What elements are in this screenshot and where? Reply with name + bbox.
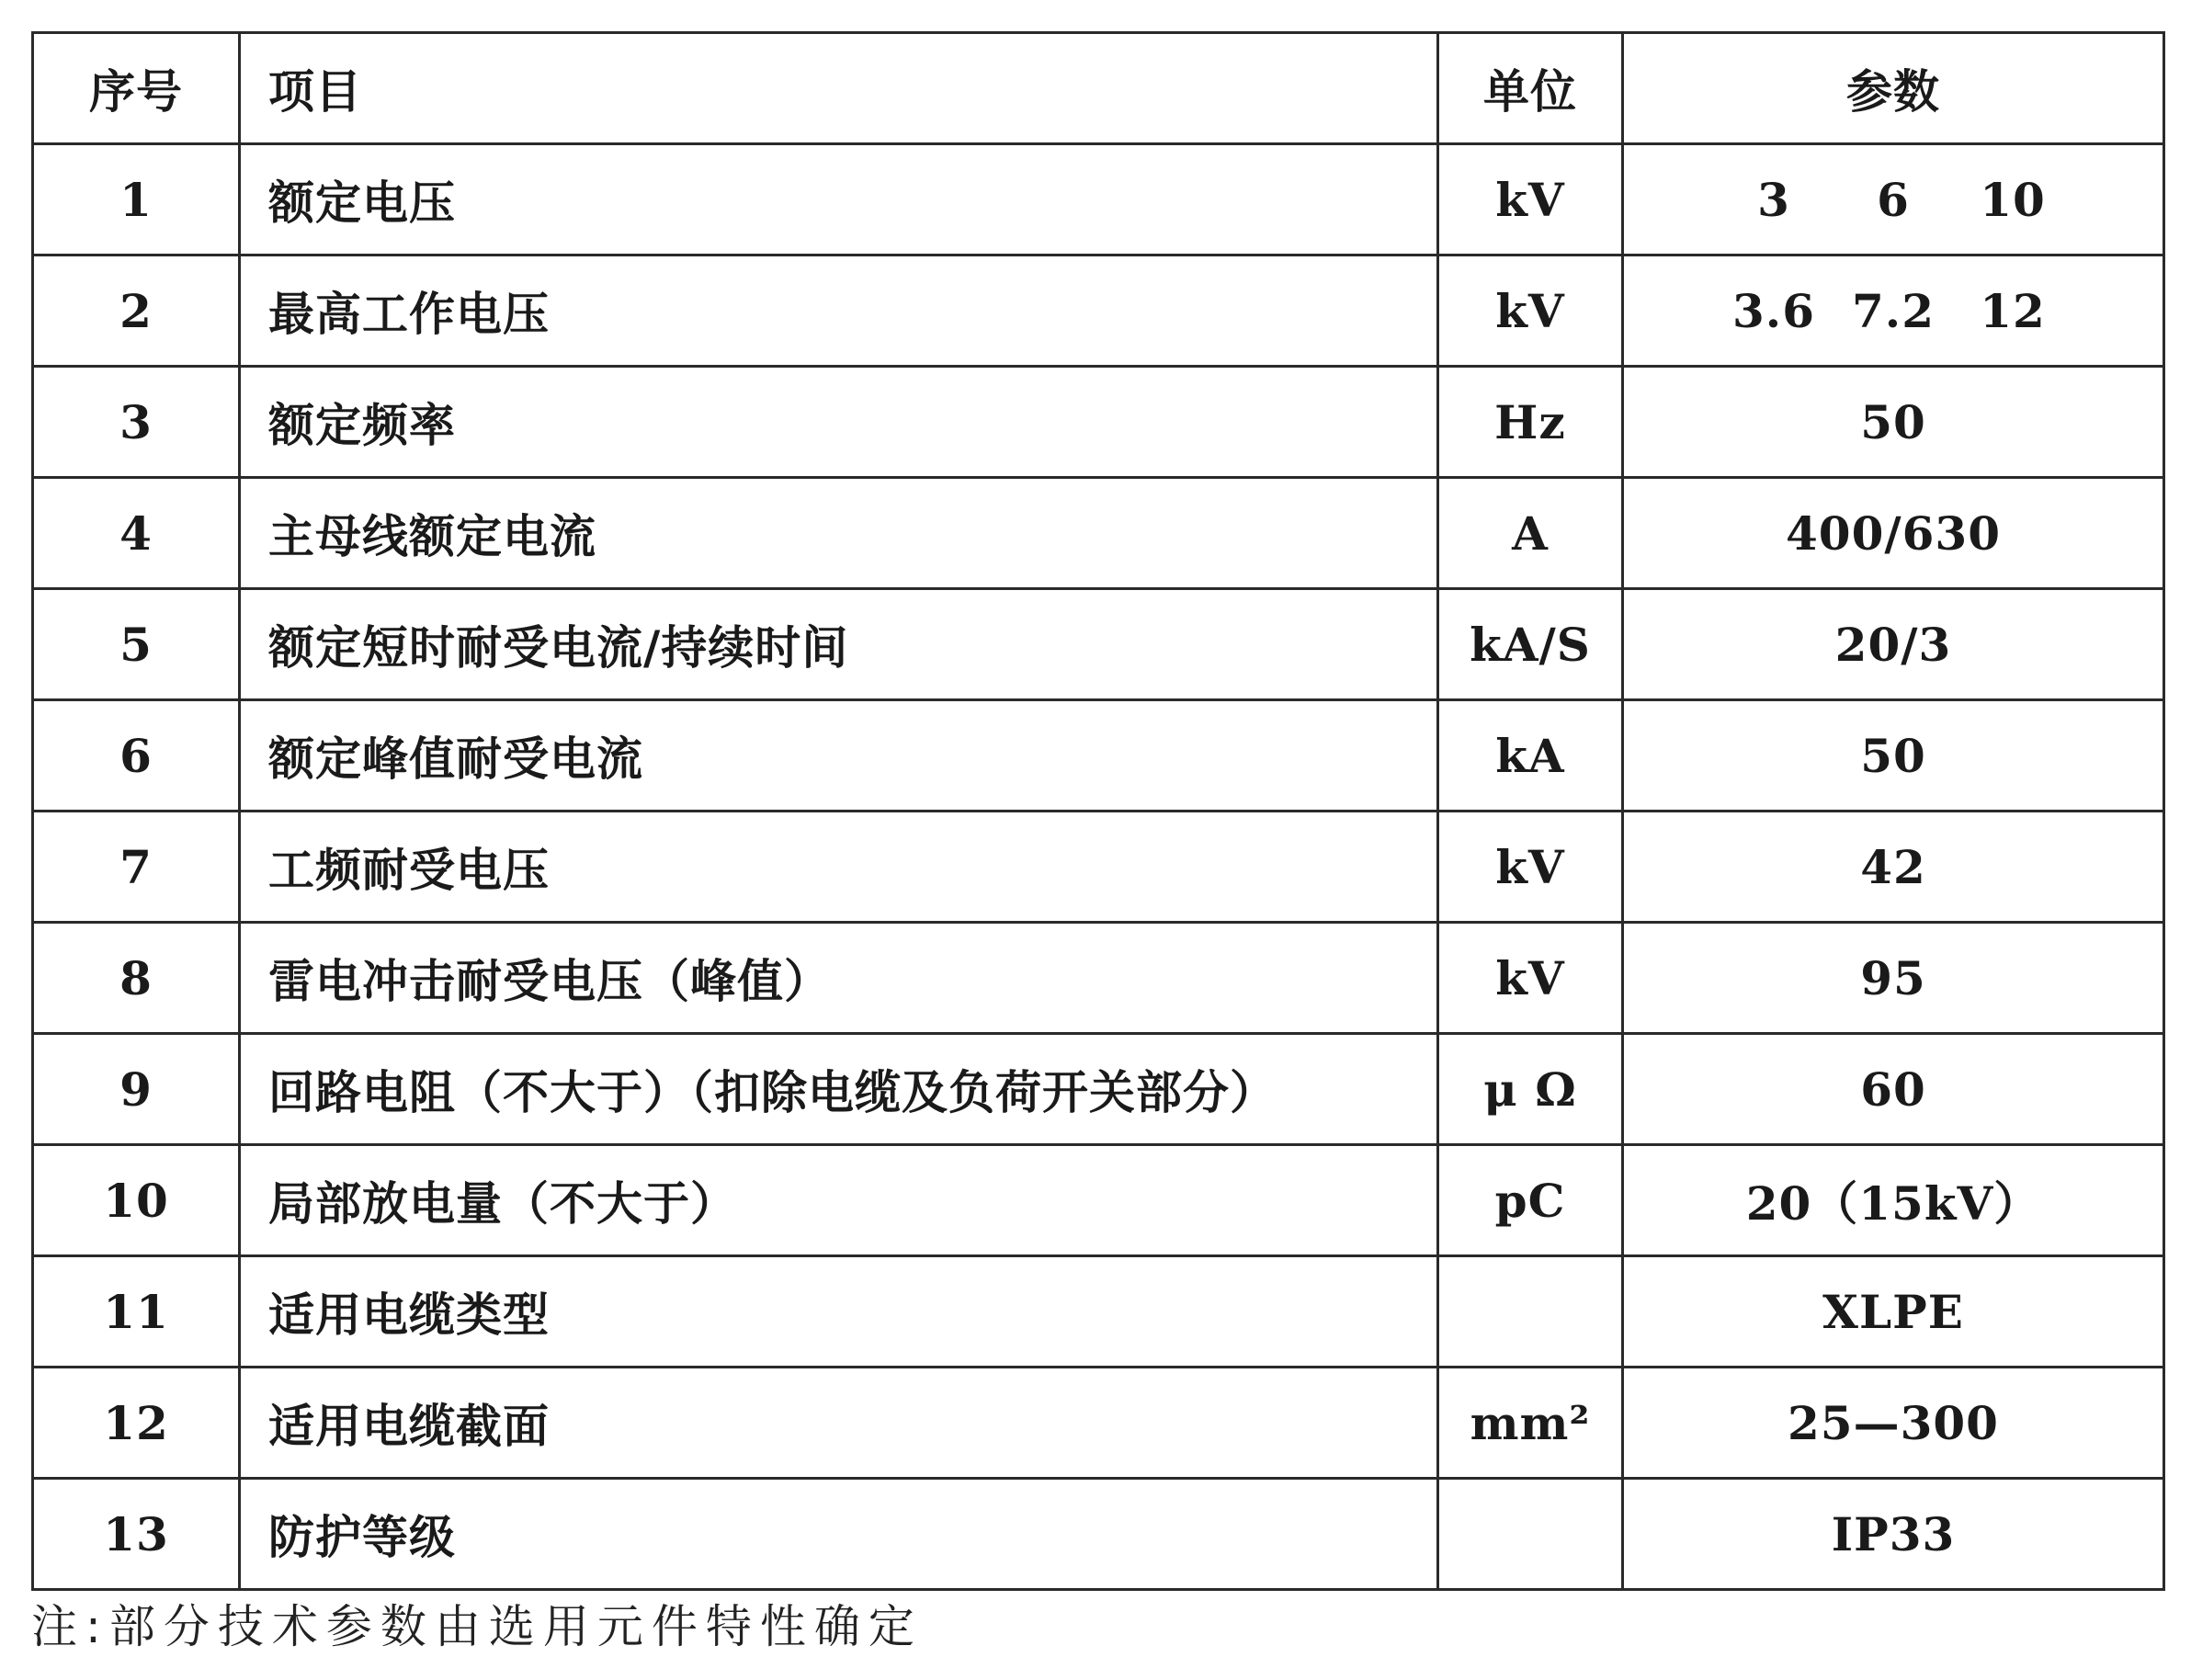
row-item: 主母线额定电流 [240, 478, 1438, 589]
row-no: 6 [33, 700, 240, 812]
row-value-part: 6 [1877, 172, 1910, 227]
row-no: 8 [33, 923, 240, 1034]
row-value-part: 3 [1757, 172, 1790, 227]
table-row [33, 1479, 2164, 1590]
table-row [33, 1145, 2164, 1256]
row-value: 400/630 [1623, 478, 2164, 589]
row-item: 雷电冲击耐受电压（峰值） [240, 923, 1438, 1034]
row-no: 5 [33, 589, 240, 700]
row-unit: Hz [1438, 367, 1623, 478]
row-unit: kV [1438, 144, 1623, 255]
row-item: 额定电压 [240, 144, 1438, 255]
row-value: 50 [1623, 700, 2164, 812]
row-unit: kV [1438, 812, 1623, 923]
row-unit: pC [1438, 1145, 1623, 1256]
row-item: 适用电缆类型 [240, 1256, 1438, 1368]
table-row [33, 812, 2164, 923]
table-row [33, 1256, 2164, 1368]
row-value: 42 [1623, 812, 2164, 923]
row-item: 工频耐受电压 [240, 812, 1438, 923]
footnote: 注:部分技术参数由选用元件特性确定 [31, 1600, 923, 1653]
row-item: 额定频率 [240, 367, 1438, 478]
row-value: 95 [1623, 923, 2164, 1034]
table-row [33, 1034, 2164, 1145]
row-no: 3 [33, 367, 240, 478]
row-item: 适用电缆截面 [240, 1368, 1438, 1479]
row-value: 25—300 [1623, 1368, 2164, 1479]
row-unit: mm² [1438, 1368, 1623, 1479]
row-item: 额定短时耐受电流/持续时间 [240, 589, 1438, 700]
table-row [33, 478, 2164, 589]
table-header-row [33, 33, 2164, 144]
table-row [33, 589, 2164, 700]
row-item: 最高工作电压 [240, 255, 1438, 367]
row-item: 额定峰值耐受电流 [240, 700, 1438, 812]
row-unit: μ Ω [1438, 1034, 1623, 1145]
row-no: 4 [33, 478, 240, 589]
row-no: 12 [33, 1368, 240, 1479]
row-item: 回路电阻（不大于）（扣除电缆及负荷开关部分） [240, 1034, 1438, 1145]
row-value-part: 3.6 [1732, 283, 1815, 338]
row-no: 7 [33, 812, 240, 923]
row-unit [1438, 1479, 1623, 1590]
row-no: 2 [33, 255, 240, 367]
row-value: 20/3 [1623, 589, 2164, 700]
table-row [33, 923, 2164, 1034]
row-item: 防护等级 [240, 1479, 1438, 1590]
header-no: 序号 [33, 33, 240, 144]
table-row [33, 367, 2164, 478]
table-row [33, 255, 2164, 367]
row-value-part: 10 [1980, 172, 2046, 227]
header-unit: 单位 [1438, 33, 1623, 144]
row-no: 9 [33, 1034, 240, 1145]
row-value [1623, 255, 2164, 367]
row-unit: kA [1438, 700, 1623, 812]
row-no: 10 [33, 1145, 240, 1256]
row-item: 局部放电量（不大于） [240, 1145, 1438, 1256]
table-row [33, 700, 2164, 812]
row-no: 13 [33, 1479, 240, 1590]
spec-table-container [31, 31, 2165, 1591]
row-value: IP33 [1623, 1479, 2164, 1590]
row-value [1623, 144, 2164, 255]
row-unit [1438, 1256, 1623, 1368]
row-unit: kV [1438, 923, 1623, 1034]
spec-table [31, 31, 2165, 1591]
row-value: 20（15kV） [1623, 1145, 2164, 1256]
row-value: XLPE [1623, 1256, 2164, 1368]
header-value: 参数 [1623, 33, 2164, 144]
row-unit: kV [1438, 255, 1623, 367]
row-no: 11 [33, 1256, 240, 1368]
row-unit: A [1438, 478, 1623, 589]
row-unit: kA/S [1438, 589, 1623, 700]
row-value: 50 [1623, 367, 2164, 478]
row-value: 60 [1623, 1034, 2164, 1145]
row-value-part: 7.2 [1852, 283, 1935, 338]
row-no: 1 [33, 144, 240, 255]
table-row [33, 144, 2164, 255]
header-item: 项目 [240, 33, 1438, 144]
table-row [33, 1368, 2164, 1479]
row-value-part: 12 [1980, 283, 2046, 338]
